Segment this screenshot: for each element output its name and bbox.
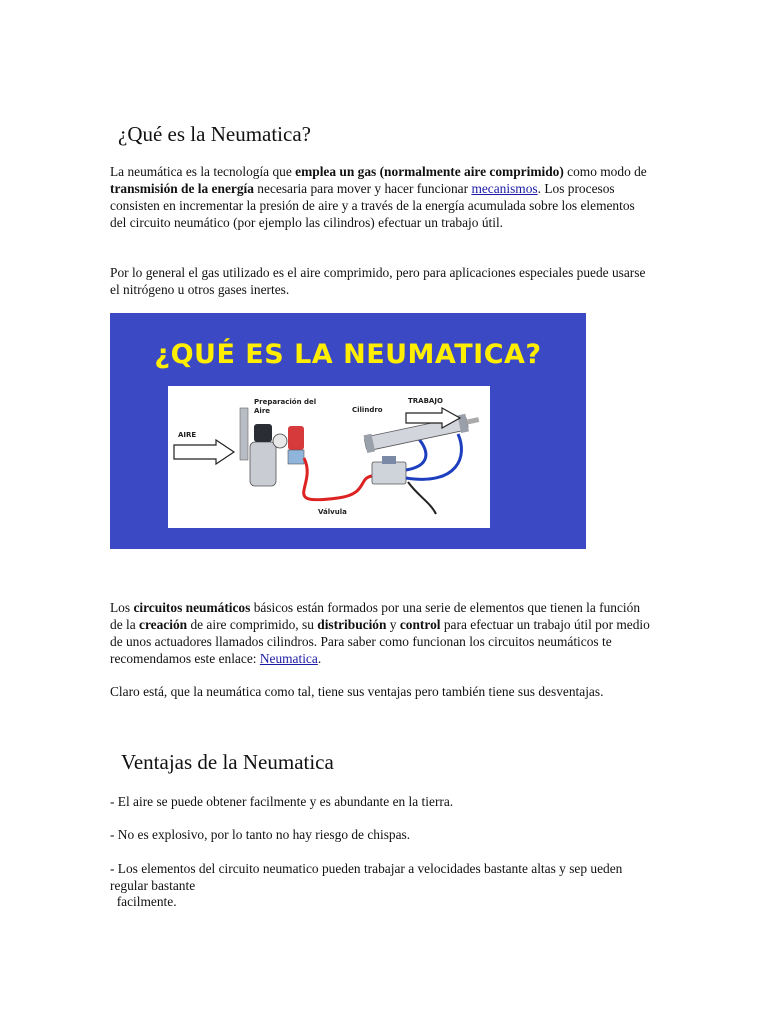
- label-preparacion-2: Aire: [254, 407, 271, 415]
- input-arrow-icon: [174, 440, 234, 464]
- neumatica-link[interactable]: Neumatica: [259, 651, 318, 666]
- intro-paragraph: [110, 163, 650, 231]
- text-span: La neumática es la tecnología que: [110, 164, 296, 179]
- valve-body-icon: [372, 462, 406, 484]
- valve-coil-icon: [382, 456, 396, 464]
- label-trabajo: TRABAJO: [408, 397, 443, 405]
- pneumatic-diagram: [168, 386, 490, 528]
- regulator-body-icon: [254, 424, 272, 442]
- neumatica-figure: [110, 313, 586, 549]
- supply-tube-icon: [304, 458, 372, 500]
- label-preparacion: Preparación del: [254, 398, 317, 406]
- label-valvula: Válvula: [318, 508, 347, 516]
- output-tube-icon: [406, 438, 426, 470]
- bold-text: circuitos neumáticos: [133, 600, 251, 615]
- exhaust-tube-icon: [408, 482, 436, 514]
- bold-text: distribución: [317, 617, 387, 632]
- page-title: ¿Qué es la Neumatica?: [118, 122, 311, 146]
- text-span: y: [386, 617, 400, 632]
- advantage-item: - Los elementos del circuito neumatico pueden trabajar a velocidades bastante altas y sep ueden regular bastante: [110, 861, 623, 893]
- text-span: básicos están formados por una serie de elementos que tienen la función de la: [110, 600, 641, 632]
- bold-text: creación: [139, 617, 188, 632]
- advantage-item: - No es explosivo, por lo tanto no hay riesgo de chispas.: [110, 827, 411, 842]
- figure-title: ¿QUÉ ES LA NEUMATICA?: [154, 339, 542, 370]
- advantage-item: - El aire se puede obtener facilmente y es abundante en la tierra.: [110, 794, 454, 809]
- text-span: de aire comprimido, su: [187, 617, 318, 632]
- bold-text: transmisión de la energía: [110, 181, 254, 196]
- filter-bowl-icon: [250, 442, 276, 486]
- mecanismos-link[interactable]: mecanismos: [471, 181, 538, 196]
- text-span: necesaria para mover y hacer funcionar: [253, 181, 472, 196]
- lubricator-icon: [288, 426, 304, 450]
- mount-bar-icon: [240, 408, 248, 460]
- text-span: como modo de: [563, 164, 647, 179]
- text-span: .: [317, 651, 322, 666]
- section-heading-ventajas: Ventajas de la Neumatica: [121, 750, 334, 774]
- bold-text: control: [399, 617, 441, 632]
- advantage-item-continuation: facilmente.: [110, 894, 177, 909]
- text-span: . Los procesos consisten en incrementar la presión de aire y a través de la energía acumulada sobre los elementos del circuito neumático (por ejemplo las cilindros) efectuar un trabajo útil.: [110, 181, 635, 230]
- label-aire: AIRE: [178, 431, 197, 439]
- circuits-paragraph: [110, 599, 650, 667]
- figure-diagram: [168, 386, 490, 528]
- label-cilindro: Cilindro: [352, 406, 383, 414]
- gas-paragraph: Por lo general el gas utilizado es el aire comprimido, pero para aplicaciones especiales puede usarse el nitrógeno u otros gases inertes.: [110, 265, 646, 297]
- gauge-icon: [273, 434, 287, 448]
- bold-text: emplea un gas (normalmente aire comprimido): [295, 164, 564, 179]
- text-span: Los: [110, 600, 134, 615]
- advantages-intro-paragraph: Claro está, que la neumática como tal, tiene sus ventajas pero también tiene sus desventajas.: [110, 684, 604, 699]
- text-span: para efectuar un trabajo útil por medio de unos actuadores llamados cilindros. Para saber como funcionan los circuitos neumáticos te recomendamos este enlace:: [110, 617, 650, 666]
- lubricator-bowl-icon: [288, 450, 304, 464]
